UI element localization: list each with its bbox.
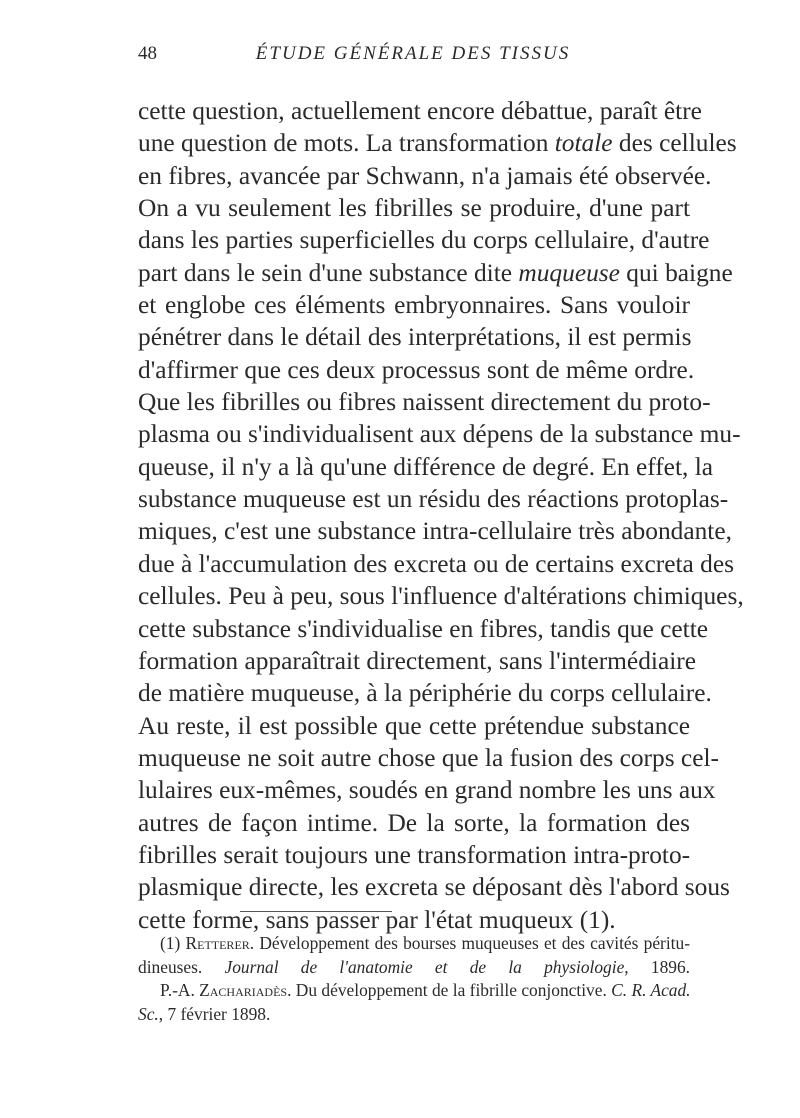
author-name: Retterer (185, 933, 250, 953)
italic-text: C. R. Acad. (611, 980, 691, 1000)
footnotes (138, 932, 690, 1026)
text-run: miques, c'est une substance intra-cellulaire très abondante, (138, 517, 732, 546)
text-line (138, 483, 729, 515)
text-run: Au reste, il est possible que cette prétendue substance (138, 711, 690, 740)
text-run: cette question, actuellement encore débattue, paraît être (138, 97, 702, 125)
text-run: cette forme, sans passer par l'état muqueux (1). (138, 905, 616, 934)
text-line (138, 807, 690, 839)
text-line (138, 160, 712, 192)
text-line (138, 95, 702, 127)
text-line (138, 645, 696, 677)
text-run: autres de façon intime. De la sorte, la formation des (138, 808, 690, 837)
running-title: ÉTUDE GÉNÉRALE DES TISSUS (255, 43, 571, 64)
text-run: lulaires eux-mêmes, soudés en grand nombre les uns aux (138, 776, 716, 805)
text-run: pénétrer dans le détail des interprétations, il est permis (138, 323, 692, 352)
footnote-line (138, 1003, 690, 1027)
text-line (138, 127, 737, 159)
text-line (138, 774, 716, 806)
text-line (138, 742, 719, 774)
text-line (138, 710, 690, 742)
text-run: dineuses. (138, 956, 225, 977)
text-run: (1) (160, 933, 186, 953)
text-run: , 7 février 1898. (158, 1003, 271, 1024)
text-line (138, 289, 690, 321)
text-run: des cellules (612, 129, 737, 158)
text-run: dans les parties superficielles du corps cellulaire, d'autre (138, 226, 710, 255)
italic-text: totale (554, 129, 613, 158)
text-run: due à l'accumulation des excreta ou de certains excreta des (138, 549, 735, 578)
text-run: formation apparaîtrait directement, sans l'intermédiaire (138, 646, 696, 675)
text-line (138, 548, 735, 580)
text-line (138, 224, 710, 256)
text-run: et englobe ces éléments embryonnaires. Sans vouloir (138, 291, 690, 320)
text-run: On a vu seulement les fibrilles se produire, d'une part (138, 194, 690, 223)
footnote-line (138, 979, 690, 1003)
text-line (138, 321, 690, 353)
text-run: en fibres, avancée par Schwann, n'a jamais été observée. (138, 161, 712, 190)
text-run: qui baigne (619, 258, 733, 287)
italic-text: Journal de l'anatomie et de la physiologie (224, 956, 625, 977)
text-line (138, 257, 733, 289)
text-run: . Du développement de la fibrille conjonctive. (287, 980, 612, 1000)
footnote-line (138, 956, 690, 980)
italic-text: muqueuse (518, 258, 620, 287)
footnote-line (138, 932, 690, 956)
text-line (138, 192, 690, 224)
text-run: muqueuse ne soit autre chose que la fusion des corps cel- (138, 743, 719, 772)
author-name: Zachariadès (199, 980, 288, 1000)
text-line (138, 354, 695, 386)
text-line (138, 839, 690, 871)
text-run: P.-A. (160, 980, 200, 1000)
text-line (138, 677, 712, 709)
text-run: cellules. Peu à peu, sous l'influence d'altérations chimiques, (138, 582, 744, 611)
text-run: . Développement des bourses muqueuses et des cavités péritu- (249, 933, 690, 953)
text-run: plasma ou s'individualisent aux dépens de la substance mu- (138, 420, 741, 449)
text-run: cette substance s'individualise en fibres, tandis que cette (138, 614, 709, 643)
text-line (138, 451, 714, 483)
page-header (138, 43, 688, 71)
text-run: queuse, il n'y a là qu'une différence de degré. En effet, la (138, 452, 714, 481)
page-number: 48 (138, 43, 157, 64)
text-line (138, 580, 744, 612)
text-line (138, 871, 730, 903)
text-run: , 1896. (624, 956, 690, 977)
text-run: part dans le sein d'une substance dite (138, 258, 519, 287)
text-line (138, 613, 709, 645)
text-run: plasmique directe, les excreta se déposant dès l'abord sous (138, 873, 730, 902)
text-run: fibrilles serait toujours une transformation intra-proto- (138, 840, 691, 869)
text-run: d'affirmer que ces deux processus sont de même ordre. (138, 355, 695, 384)
italic-text: Sc. (138, 1003, 159, 1024)
text-line (138, 418, 741, 450)
text-run: Que les fibrilles ou fibres naissent directement du proto- (138, 388, 711, 417)
text-run: une question de mots. La transformation (138, 129, 555, 158)
body-text (138, 95, 744, 936)
text-line (138, 515, 732, 547)
text-run: substance muqueuse est un résidu des réactions protoplas- (138, 485, 729, 514)
text-line (138, 386, 711, 418)
footnote-divider (240, 911, 392, 912)
text-run: de matière muqueuse, à la périphérie du corps cellulaire. (138, 679, 712, 708)
